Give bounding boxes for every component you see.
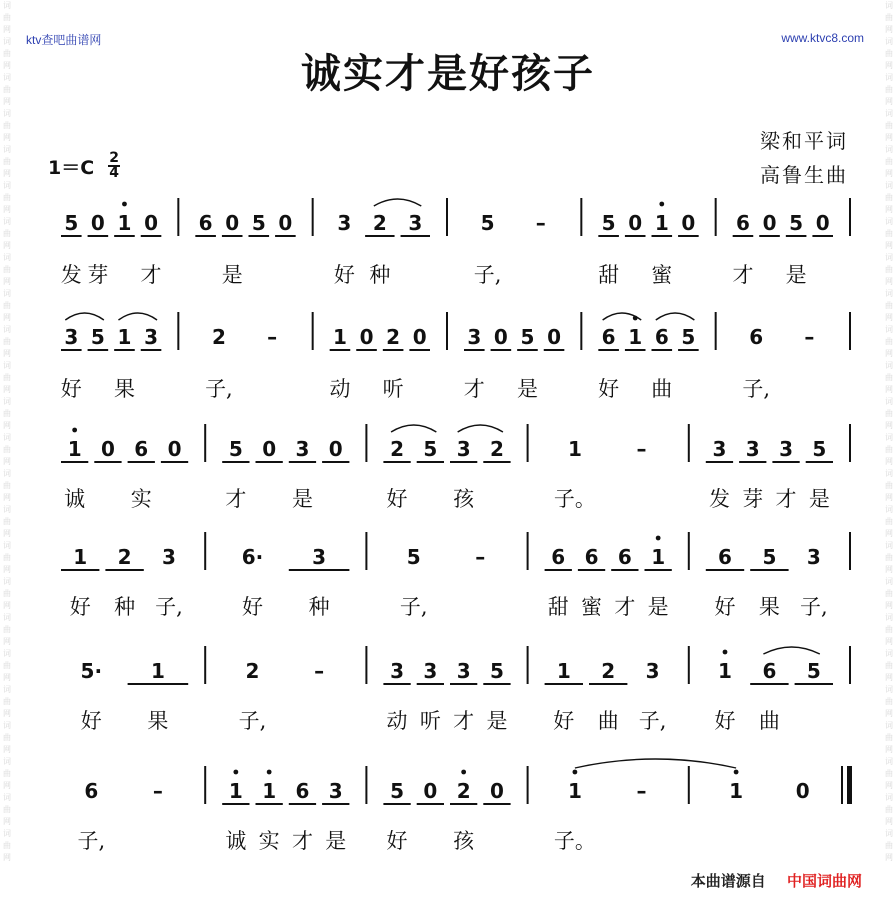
note: 1	[654, 211, 669, 235]
note: 0	[628, 211, 643, 235]
lyric-syllable: 果	[113, 377, 135, 401]
note: 0	[262, 437, 277, 461]
lyric-syllable: 好	[386, 829, 408, 853]
note: –	[804, 325, 815, 349]
lyric-syllable: 动	[386, 709, 408, 733]
lyric-syllable: 是	[516, 377, 538, 401]
lyric-syllable: 蜜	[651, 263, 673, 287]
lyric-syllable: 子,	[205, 377, 233, 401]
lyric-syllable: 子,	[399, 595, 428, 619]
note: 1	[67, 437, 82, 461]
note: 6	[84, 779, 99, 803]
note: 5	[520, 325, 535, 349]
high-octave-dot	[723, 650, 728, 655]
lyric-syllable: 曲	[597, 709, 619, 733]
lyric-syllable: 好	[80, 709, 102, 733]
note: –	[314, 659, 325, 683]
lyric-syllable: 实	[258, 829, 280, 853]
note: 3	[467, 325, 482, 349]
note: 1	[228, 779, 243, 803]
note: 6	[735, 211, 750, 235]
lyric-syllable: 才	[140, 263, 162, 287]
note: 3	[337, 211, 352, 235]
note: 0	[412, 325, 427, 349]
note: 6	[134, 437, 149, 461]
note: –	[267, 325, 278, 349]
lyric-syllable: 果	[147, 709, 169, 733]
note: 3	[162, 545, 176, 569]
high-octave-dot	[734, 770, 739, 775]
lyric-syllable: 种	[114, 595, 136, 619]
note: 5	[812, 437, 827, 461]
note: 3	[64, 325, 79, 349]
slur-arc	[65, 313, 104, 320]
note: 0	[762, 211, 777, 235]
note: 6	[198, 211, 213, 235]
note: –	[636, 779, 647, 803]
note: 0	[795, 779, 810, 803]
note: 0	[493, 325, 508, 349]
lyric-syllable: 才	[225, 487, 247, 511]
lyric-syllable: 好	[598, 377, 620, 401]
lyric-syllable: 子,	[77, 829, 106, 853]
note: 2	[117, 545, 132, 569]
high-octave-dot	[656, 536, 661, 541]
song-title: 诚实才是好孩子	[301, 50, 595, 97]
source-label: 本曲谱源自	[690, 872, 766, 890]
lyric-syllable: 芽	[87, 263, 109, 287]
note: 6	[295, 779, 310, 803]
lyric-syllable: 是	[291, 487, 313, 511]
key-label: 1＝C	[48, 156, 95, 179]
source-credit	[691, 870, 862, 891]
note: 6	[749, 325, 764, 349]
note: 3	[408, 211, 423, 235]
note: 5	[601, 211, 616, 235]
note: –	[152, 779, 163, 803]
note: 0	[489, 779, 504, 803]
slur-arc	[391, 425, 436, 432]
high-octave-dot	[122, 202, 127, 207]
lyric-syllable: 好	[714, 709, 736, 733]
note: 0	[225, 211, 240, 235]
slur-arc	[656, 313, 695, 320]
lyric-syllable: 是	[808, 487, 830, 511]
note: 5	[228, 437, 243, 461]
lyric-syllable: 实	[130, 487, 152, 511]
slur-arc	[118, 313, 157, 320]
note: –	[475, 545, 486, 569]
note: 3	[456, 659, 471, 683]
time-signature-top: 2	[109, 150, 120, 166]
slur-arc	[458, 425, 503, 432]
note: 5	[489, 659, 504, 683]
high-octave-dot	[72, 428, 77, 433]
note: 1	[332, 325, 347, 349]
lyric-syllable: 芽	[742, 487, 764, 511]
note: 2	[211, 325, 226, 349]
lyric-syllable: 子,	[473, 263, 502, 287]
note: 1	[117, 325, 132, 349]
lyric-syllable: 孩	[453, 487, 475, 511]
note: 1	[628, 325, 643, 349]
note: 2	[386, 325, 401, 349]
lyric-syllable: 曲	[651, 377, 673, 401]
note: 6	[551, 545, 566, 569]
note: 0	[547, 325, 562, 349]
lyric-syllable: 子。	[553, 487, 596, 511]
slur-arc	[374, 199, 421, 206]
note: 3	[328, 779, 343, 803]
note: 5	[480, 211, 495, 235]
note: 5	[390, 779, 405, 803]
lyric-syllable: 子,	[638, 709, 667, 733]
lyric-syllable: 才	[453, 709, 475, 733]
note: 3	[312, 545, 327, 569]
lyric-syllable: 听	[419, 709, 441, 733]
lyric-syllable: 是	[785, 263, 807, 287]
final-barline-thick	[847, 766, 852, 804]
note: 2	[372, 211, 387, 235]
lyric-syllable: 曲	[758, 709, 780, 733]
lyric-syllable: 子,	[155, 595, 183, 619]
lyric-syllable: 是	[325, 829, 347, 853]
note: 3	[423, 659, 438, 683]
source-site-link[interactable]: 中国词曲网	[786, 872, 862, 890]
lyric-syllable: 诚	[225, 829, 247, 853]
note: 1	[718, 659, 732, 683]
high-octave-dot	[233, 770, 238, 775]
note: 6·	[241, 545, 264, 569]
note: 1	[262, 779, 277, 803]
lyric-syllable: 是	[221, 263, 243, 287]
note: 5	[681, 325, 696, 349]
note: 5·	[80, 659, 103, 683]
lyric-syllable: 好	[333, 263, 355, 287]
note: 1	[73, 545, 88, 569]
note: 6	[617, 545, 632, 569]
lyric-syllable: 听	[382, 377, 404, 401]
lyric-syllable: 好	[714, 595, 736, 619]
note: 0	[167, 437, 182, 461]
note: 2	[601, 659, 616, 683]
site-name-left[interactable]: ktv查吧曲谱网	[26, 33, 102, 47]
note: 3	[712, 437, 727, 461]
lyric-syllable: 是	[647, 595, 669, 619]
note: 5	[423, 437, 438, 461]
note: 3	[456, 437, 471, 461]
note: 2	[390, 437, 405, 461]
note: 5	[64, 211, 79, 235]
lyric-syllable: 果	[758, 595, 780, 619]
slur-arc	[763, 647, 819, 654]
note: 0	[90, 211, 105, 235]
lyric-syllable: 好	[553, 709, 575, 733]
note: 3	[745, 437, 760, 461]
note: 6	[601, 325, 616, 349]
note: 5	[90, 325, 105, 349]
note: 3	[779, 437, 794, 461]
note: 5	[251, 211, 266, 235]
lyric-syllable: 甜	[598, 263, 620, 287]
lyric-syllable: 是	[486, 709, 508, 733]
lyric-syllable: 发	[60, 263, 82, 287]
note: 1	[150, 659, 165, 683]
lyric-syllable: 发	[708, 487, 730, 511]
composer-credit: 高鲁生曲	[760, 163, 848, 187]
note: 3	[645, 659, 660, 683]
note: 5	[762, 545, 777, 569]
lyric-syllable: 才	[291, 829, 313, 853]
lyric-syllable: 才	[775, 487, 797, 511]
note: 3	[390, 659, 405, 683]
note: 0	[144, 211, 159, 235]
high-octave-dot	[461, 770, 466, 775]
tie-arc	[575, 759, 736, 768]
note: 6	[584, 545, 599, 569]
lyric-syllable: 动	[329, 377, 351, 401]
lyric-syllable: 诚	[64, 487, 86, 511]
lyric-syllable: 才	[732, 263, 754, 287]
lyricist-credit: 梁和平词	[760, 129, 848, 153]
note: 0	[423, 779, 438, 803]
note: 1	[556, 659, 571, 683]
note: 5	[406, 545, 421, 569]
lyric-syllable: 孩	[453, 829, 475, 853]
lyric-syllable: 种	[369, 263, 391, 287]
lyric-syllable: 好	[60, 377, 82, 401]
note: 1	[651, 545, 666, 569]
note: –	[636, 437, 647, 461]
lyric-syllable: 子,	[238, 709, 267, 733]
lyric-syllable: 甜	[547, 595, 569, 619]
note: 0	[815, 211, 830, 235]
lyric-syllable: 子。	[553, 829, 596, 853]
high-octave-dot	[573, 770, 578, 775]
note: 1	[117, 211, 132, 235]
note: 1	[729, 779, 744, 803]
note: 0	[328, 437, 343, 461]
note: 3	[144, 325, 159, 349]
note: –	[535, 211, 546, 235]
high-octave-dot	[659, 202, 664, 207]
note: 1	[567, 779, 582, 803]
watermark-strip-left: 词 曲 网 词 曲 网 词 曲 网 词 曲 网 词 曲 网 词 曲 网 词 曲 网 词 曲 网 词 曲 网 词 曲 网 词 曲 网 词 曲 网 词 曲 网 词 曲 网 词 曲 网 词 曲 网 词 曲 网 词 曲 网 词 曲 网 词 曲 网 词 曲 网 词 曲 网 词 曲 网 词 曲 网	[3, 1, 11, 862]
note: 0	[681, 211, 696, 235]
lyric-syllable: 种	[308, 595, 330, 619]
watermark-strip-right: 词 曲 网 词 曲 网 词 曲 网 词 曲 网 词 曲 网 词 曲 网 词 曲 网 词 曲 网 词 曲 网 词 曲 网 词 曲 网 词 曲 网 词 曲 网 词 曲 网 词 曲 网 词 曲 网 词 曲 网 词 曲 网 词 曲 网 词 曲 网 词 曲 网 词 曲 网 词 曲 网 词 曲 网	[885, 1, 893, 862]
note: 0	[278, 211, 293, 235]
lyric-syllable: 才	[463, 377, 485, 401]
note: 3	[806, 545, 821, 569]
note: 0	[100, 437, 115, 461]
high-octave-dot	[267, 770, 272, 775]
lyric-syllable: 才	[614, 595, 636, 619]
lyric-syllable: 子,	[799, 595, 828, 619]
note: 0	[359, 325, 374, 349]
lyric-syllable: 好	[242, 595, 263, 619]
lyric-syllable: 好	[69, 595, 91, 619]
note: 2	[456, 779, 471, 803]
lyric-syllable: 子,	[742, 377, 771, 401]
lyric-syllable: 蜜	[581, 595, 603, 619]
time-signature-bottom: 4	[109, 165, 120, 181]
note: 2	[489, 437, 504, 461]
note: 6	[654, 325, 669, 349]
note: 5	[789, 211, 804, 235]
lyric-syllable: 好	[386, 487, 408, 511]
note: 3	[295, 437, 310, 461]
note: 1	[567, 437, 582, 461]
note: 6	[718, 545, 732, 569]
note: 5	[806, 659, 821, 683]
site-url-right[interactable]: www.ktvc8.com	[781, 31, 864, 45]
note: 2	[245, 659, 260, 683]
note: 6	[762, 659, 777, 683]
